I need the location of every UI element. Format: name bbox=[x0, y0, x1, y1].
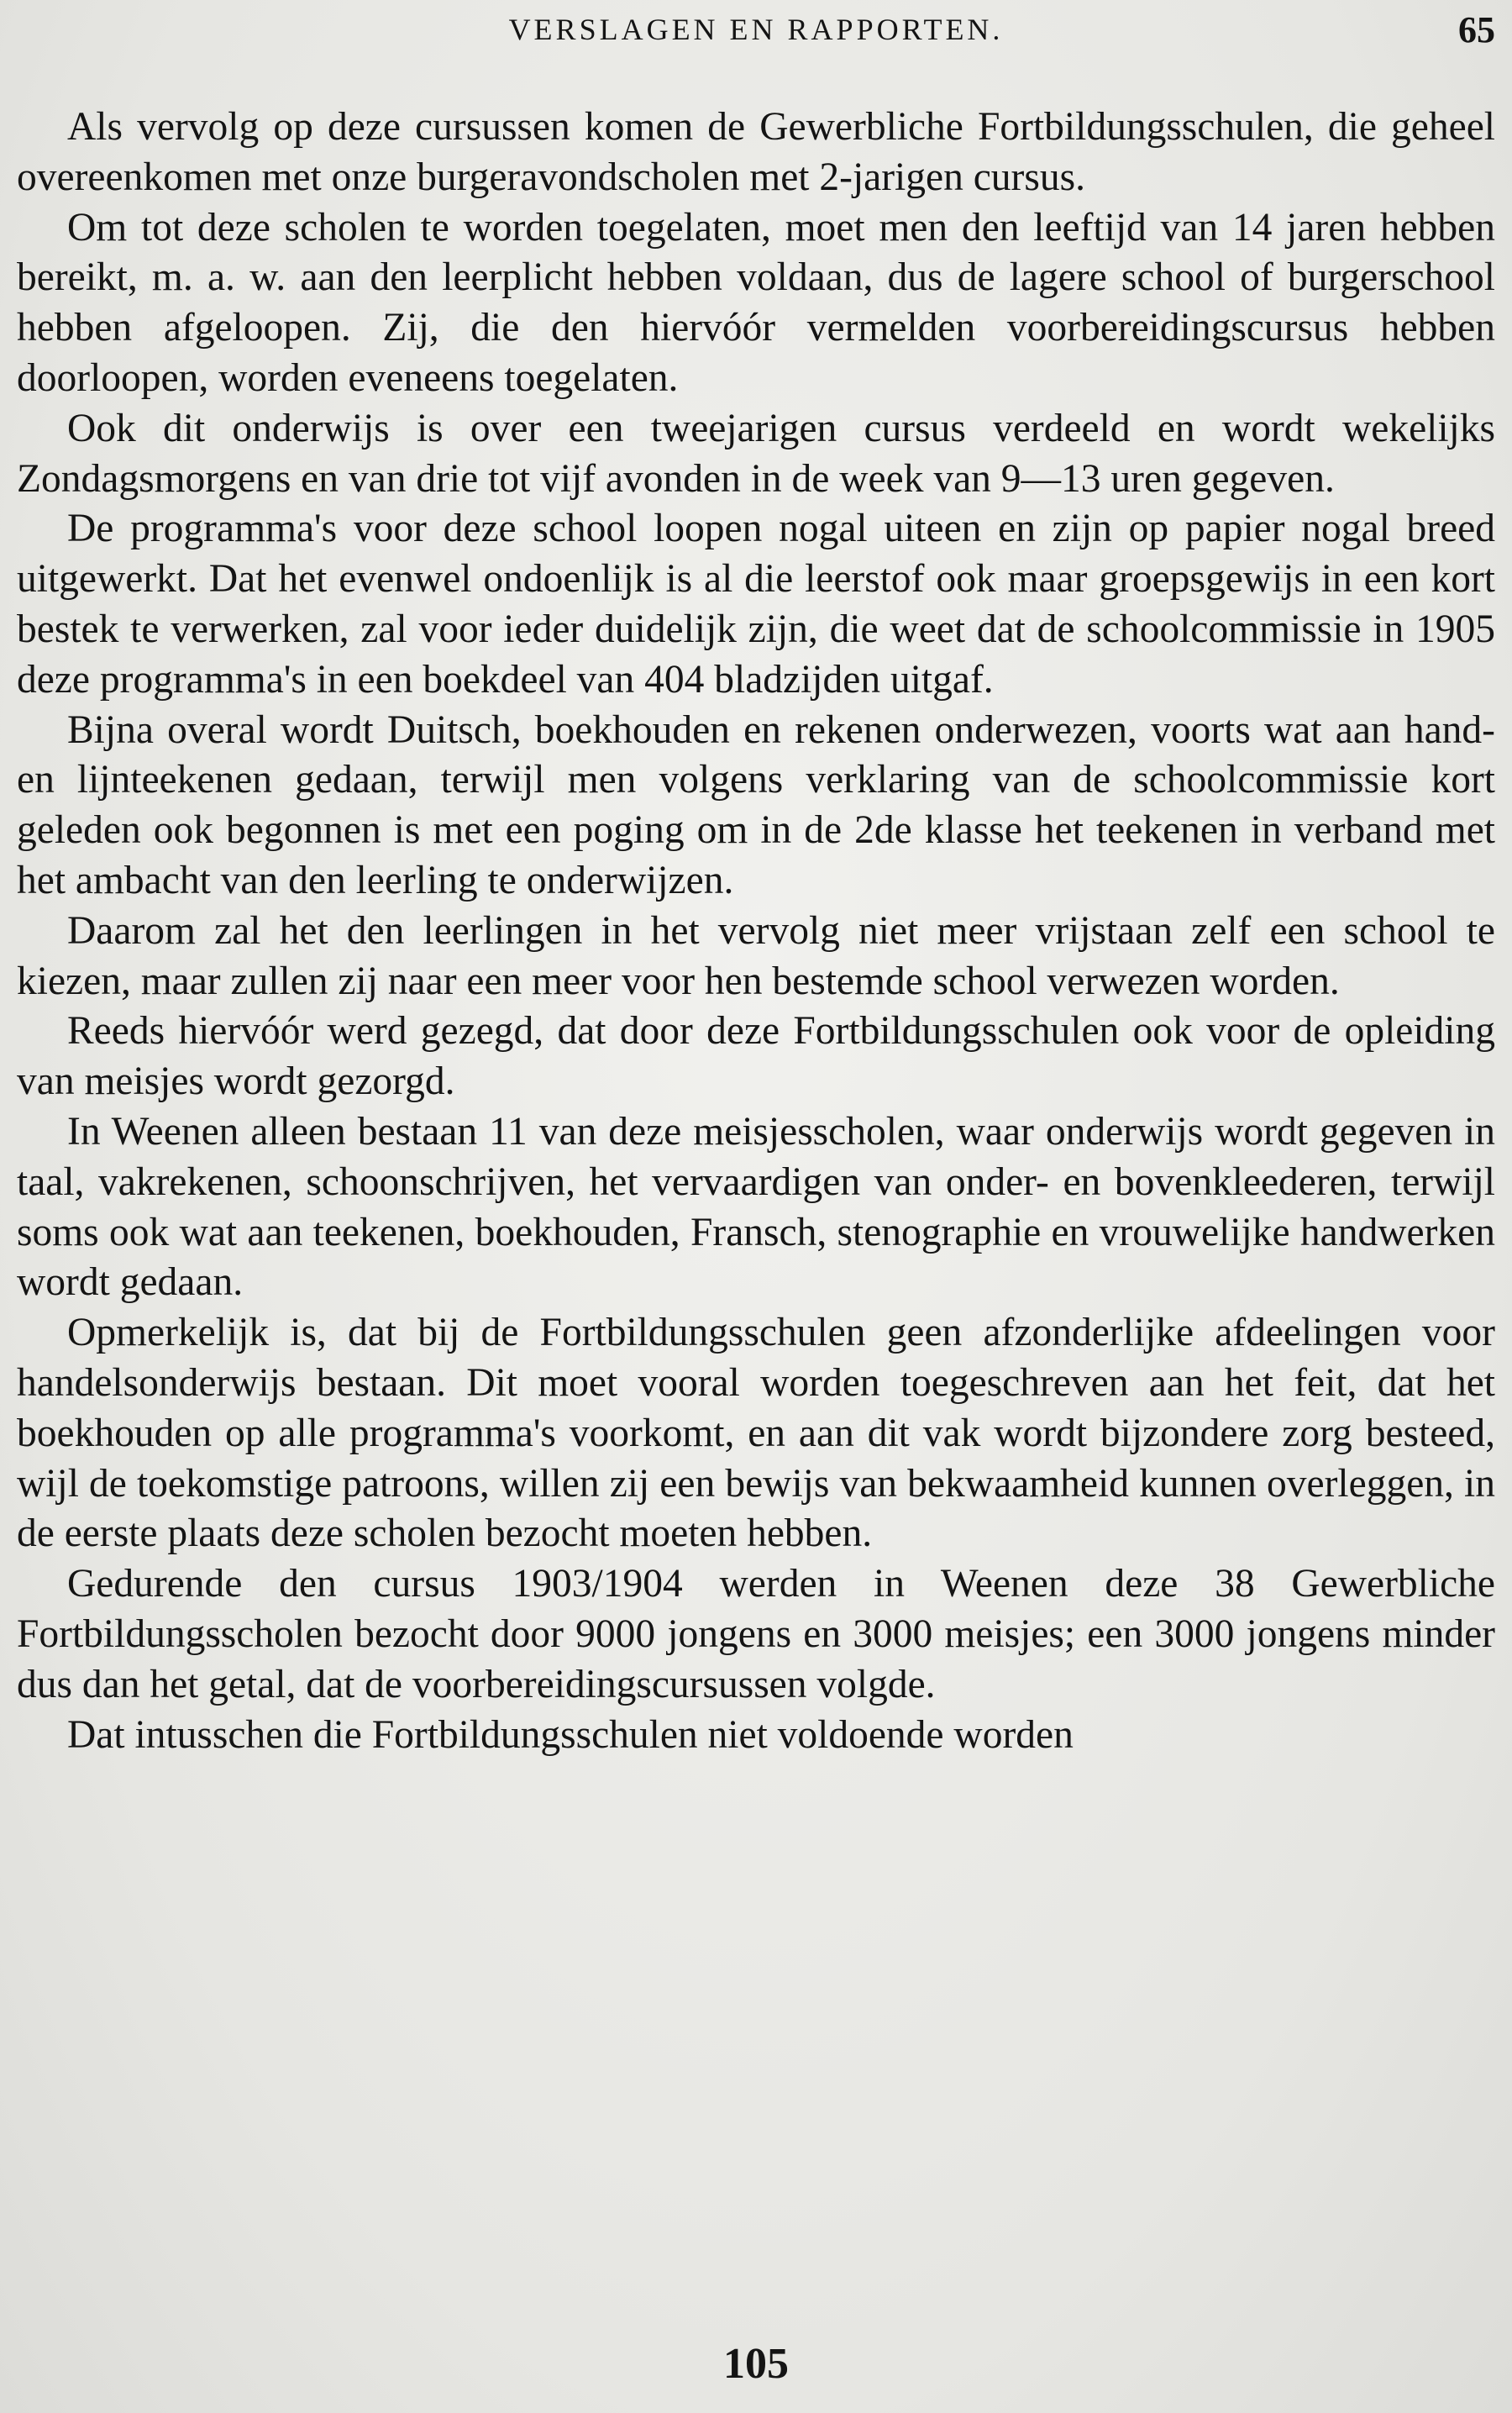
page-number: 65 bbox=[1458, 9, 1495, 50]
paragraph: Opmerkelijk is, dat bij de Fortbildungsschulen geen afzonderlijke afdeelingen voor handelsonderwijs bestaan. Dit moet vooral worden toegeschreven aan het feit, dat het boekhouden op alle programma's voorkomt, en aan dit vak wordt bijzondere zorg besteed, wijl de toekomstige patroons, willen zij een bewijs van bekwaamheid kunnen overleggen, in de eerste plaats deze scholen bezocht moeten hebben. bbox=[17, 1311, 1495, 1556]
paragraph: Reeds hiervóór werd gezegd, dat door deze Fortbildungsschulen ook voor de opleiding van meisjes wordt gezorgd. bbox=[17, 1009, 1495, 1104]
paragraph: Als vervolg op deze cursussen komen de Gewerbliche Fortbildungsschulen, die geheel overeenkomen met onze burgeravondscholen met 2-jarigen cursus. bbox=[17, 105, 1495, 199]
running-title: VERSLAGEN EN RAPPORTEN. bbox=[508, 13, 1004, 46]
paragraph: Dat intusschen die Fortbildungsschulen niet voldoende worden bbox=[67, 1712, 1074, 1757]
paragraph: Gedurende den cursus 1903/1904 werden in Weenen deze 38 Gewerbliche Fortbildungsscholen bezocht door 9000 jongens en 3000 meisjes; een 3000 jongens minder dus dan het getal, dat de voorbereidingscursussen volgde. bbox=[17, 1562, 1495, 1706]
paragraph: Bijna overal wordt Duitsch, boekhouden en rekenen onderwezen, voorts wat aan hand- en lijnteekenen gedaan, terwijl men volgens verklaring van de schoolcommissie kort geleden ook begonnen is met een poging om in de 2de klasse het teekenen in verband met het ambacht van den leerling te onderwijzen. bbox=[17, 707, 1495, 902]
paragraph: De programma's voor deze school loopen nogal uiteen en zijn op papier nogal breed uitgewerkt. Dat het evenwel ondoenlijk is al die leerstof ook maar groepsgewijs in een kort bestek te verwerken, zal voor ieder duidelijk zijn, die weet dat de schoolcommissie in 1905 deze programma's in een boekdeel van 404 bladzijden uitgaf. bbox=[17, 507, 1495, 702]
sheet-number: 105 bbox=[723, 2340, 789, 2388]
body-text bbox=[17, 103, 1495, 1760]
paragraph: Om tot deze scholen te worden toegelaten, moet men den leeftijd van 14 jaren hebben bereikt, m. a. w. aan den leerplicht hebben voldaan, dus de lagere school of burgerschool hebben afgeloopen. Zij, die den hiervóór vermelden voorbereidingscursus hebben doorloopen, worden eveneens toegelaten. bbox=[17, 205, 1495, 400]
running-head bbox=[17, 8, 1495, 50]
paragraph: Daarom zal het den leerlingen in het vervolg niet meer vrijstaan zelf een school te kiezen, maar zullen zij naar een meer voor hen bestemde school verwezen worden. bbox=[17, 908, 1495, 1003]
paragraph: Ook dit onderwijs is over een tweejarigen cursus verdeeld en wordt wekelijks Zondagsmorgens en van drie tot vijf avonden in de week van 9—13 uren gegeven. bbox=[17, 406, 1495, 501]
paragraph: In Weenen alleen bestaan 11 van deze meisjesscholen, waar onderwijs wordt gegeven in taal, vakrekenen, schoonschrijven, het vervaardigen van onder- en bovenkleederen, terwijl soms ook wat aan teekenen, boekhouden, Fransch, stenographie en vrouwelijke handwerken wordt gedaan. bbox=[17, 1109, 1495, 1305]
